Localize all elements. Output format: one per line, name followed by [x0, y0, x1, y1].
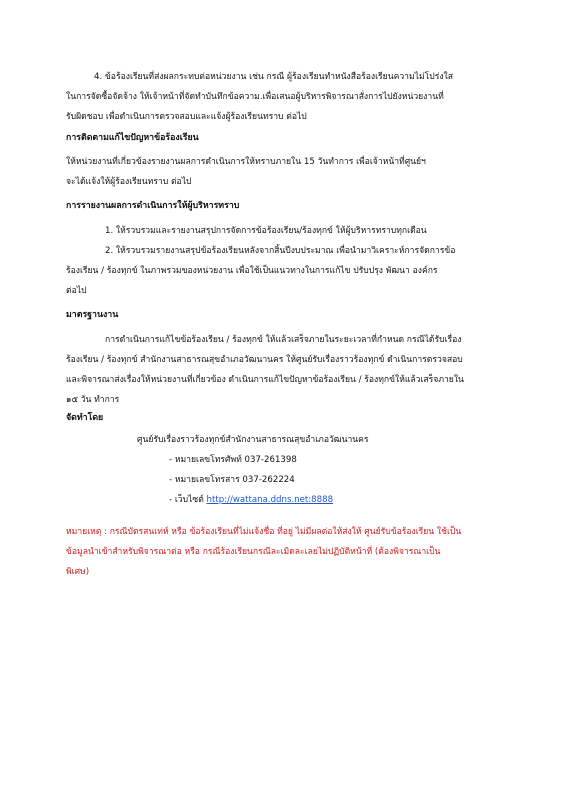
- report-line-2: 2. ให้รวบรวมรายงานสรุปข้อร้องเรียนหลังจากสิ้นปีงบประมาณ เพื่อนำมาวิเคราะห์การจัดการข้อ: [105, 246, 456, 256]
- standard-heading: มาตรฐานงาน: [66, 310, 119, 320]
- followup-line-1: ให้หน่วยงานที่เกี่ยวข้องรายงานผลการดำเนินการให้ทราบภายใน 15 วันทำการ เพื่อเจ้าหน้าที่ศูนย์ฯ: [66, 157, 426, 167]
- standard-line-1: การดำเนินการแก้ไขข้อร้องเรียน / ร้องทุกข์ ให้แล้วเสร็จภายในระยะเวลาที่กำหนด กรณีได้รับเรื่อง: [105, 335, 462, 345]
- report-heading: การรายงานผลการดำเนินการให้ผู้บริหารทราบ: [66, 201, 240, 211]
- website-label: - เว็บไซต์: [169, 495, 204, 505]
- note-line-1: หมายเหตุ : กรณีบัตรสนเท่ห์ หรือ ข้อร้องเรียนที่ไม่แจ้งชื่อ ที่อยู่ ไม่มีผลต่อให้ส่งให้ ศูนย์รับข้อร้องเรียน ใช้เป็น: [66, 527, 462, 537]
- note-line-2: ข้อมูลนำเข้าสำหรับพิจารณาต่อ หรือ กรณีร้องเรียนกรณีละเมิดละเลยไม่ปฏิบัติหน้าที่ (ต้องพิจารณาเป็น: [66, 547, 441, 557]
- report-line-4: ต่อไป: [66, 286, 87, 296]
- note-line-3: พิเศษ): [66, 567, 90, 577]
- standard-line-3: และพิจารณาส่งเรื่องให้หน่วยงานที่เกี่ยวข้อง ดำเนินการแก้ไขปัญหาข้อร้องเรียน / ร้องทุกข์ให้แล้วเสร็จภายใน: [66, 375, 464, 385]
- website-link[interactable]: http://wattana.ddns.net:8888: [206, 495, 334, 505]
- item4-line-1: 4. ข้อร้องเรียนที่ส่งผลกระทบต่อหน่วยงาน เช่น กรณี ผู้ร้องเรียนทำหนังสือร้องเรียนความไม่โปร่งใส: [94, 72, 453, 82]
- producer-phone: - หมายเลขโทรศัพท์ 037-261398: [169, 455, 297, 465]
- item4-line-3: รับผิดชอบ เพื่อดำเนินการตรวจสอบและแจ้งผู้ร้องเรียนทราบ ต่อไป: [66, 112, 307, 122]
- producer-heading: จัดทำโดย: [66, 413, 104, 423]
- producer-website: [169, 492, 333, 509]
- standard-line-2: ร้องเรียน / ร้องทุกข์ สำนักงานสาธารณสุขอำเภอวัฒนานคร ให้ศูนย์รับเรื่องราวร้องทุกข์ ดำเนินการตรวจสอบ: [66, 355, 463, 365]
- standard-line-4: ๑๕ วัน ทำการ: [66, 395, 120, 405]
- item4-line-2: ในการจัดซื้อจัดจ้าง ให้เจ้าหน้าที่จัดทำบันทึกข้อความ.เพื่อเสนอผู้บริหารพิจารณาสั่งการไปยังหน่วยงานที่: [66, 92, 444, 102]
- followup-line-2: จะได้แจ้งให้ผู้ร้องเรียนทราบ ต่อไป: [66, 177, 192, 187]
- producer-org: ศูนย์รับเรื่องราวร้องทุกข์สำนักงานสาธารณสุขอำเภอวัฒนานคร: [137, 435, 369, 445]
- followup-heading: การติดตามแก้ไขปัญหาข้อร้องเรียน: [66, 133, 199, 143]
- report-line-1: 1. ให้รวบรวมและรายงานสรุปการจัดการข้อร้องเรียน/ร้องทุกข์ ให้ผู้บริหารทราบทุกเดือน: [105, 226, 427, 236]
- producer-fax: - หมายเลขโทรสาร 037-262224: [169, 475, 295, 485]
- report-line-3: ร้องเรียน / ร้องทุกข์ ในภาพรวมของหน่วยงาน เพื่อใช้เป็นแนวทางในการแก้ไข ปรับปรุง พัฒนา องค์กร: [66, 266, 438, 276]
